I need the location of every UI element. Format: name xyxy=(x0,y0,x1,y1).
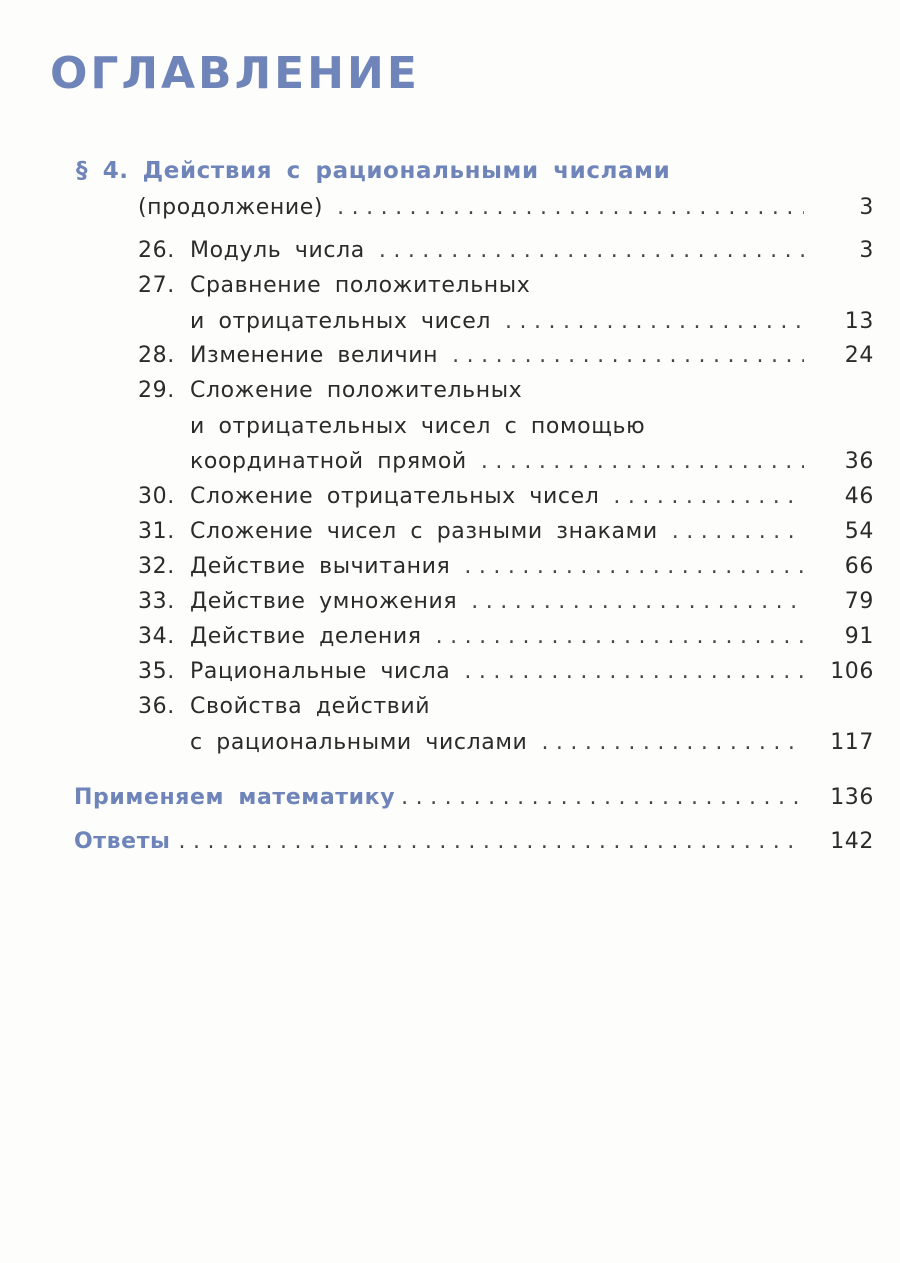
item-title-cont: с рациональными числами xyxy=(190,730,528,755)
page-number: 3 xyxy=(859,195,874,220)
page-number: 106 xyxy=(830,659,874,684)
item-number: 36. xyxy=(138,694,175,719)
toc-entry-answers[interactable] xyxy=(74,826,874,858)
dot-leader xyxy=(436,621,804,653)
dot-leader xyxy=(464,551,804,583)
section-heading xyxy=(76,155,876,187)
extra-title: Ответы xyxy=(74,829,171,854)
dot-leader xyxy=(613,481,804,513)
item-title: Действие умножения xyxy=(190,589,458,614)
page-number: 54 xyxy=(844,519,874,544)
page-number: 13 xyxy=(844,309,874,334)
item-number: 31. xyxy=(138,519,175,544)
toc-entry-apply-math[interactable] xyxy=(74,782,874,814)
item-number: 28. xyxy=(138,343,175,368)
item-title: Действие вычитания xyxy=(190,554,451,579)
item-title: Модуль числа xyxy=(190,238,365,263)
page-number: 3 xyxy=(859,238,874,263)
toc-entry-34[interactable] xyxy=(138,621,874,653)
item-title: Сложение чисел с разными знаками xyxy=(190,519,658,544)
item-title: Сложение положительных xyxy=(190,378,523,403)
toc-entry-28[interactable] xyxy=(138,340,874,372)
item-title: Рациональные числа xyxy=(190,659,451,684)
dot-leader xyxy=(505,306,804,338)
section-title: Действия с рациональными числами xyxy=(142,158,671,184)
dot-leader xyxy=(541,727,804,759)
dot-leader xyxy=(179,826,804,858)
toc-entry-27[interactable] xyxy=(138,270,874,302)
toc-entry-36[interactable] xyxy=(138,691,874,723)
item-number: 35. xyxy=(138,659,175,684)
item-title: Сравнение положительных xyxy=(190,273,531,298)
toc-entry-31[interactable] xyxy=(138,516,874,548)
dot-leader xyxy=(452,340,804,372)
toc-entry-section-continuation[interactable] xyxy=(138,192,874,224)
item-number: 33. xyxy=(138,589,175,614)
page-number: 36 xyxy=(844,449,874,474)
item-title: Сложение отрицательных чисел xyxy=(190,484,600,509)
page-number: 24 xyxy=(844,343,874,368)
item-title-cont: и отрицательных чисел xyxy=(190,309,492,334)
item-number: 30. xyxy=(138,484,175,509)
toc-entry-29-cont1[interactable] xyxy=(190,411,874,443)
page-number: 91 xyxy=(844,624,874,649)
toc-entry-26[interactable] xyxy=(138,235,874,267)
dot-leader xyxy=(464,656,804,688)
dot-leader xyxy=(471,586,804,618)
toc-entry-35[interactable] xyxy=(138,656,874,688)
page-number: 142 xyxy=(830,829,874,854)
toc-entry-29[interactable] xyxy=(138,375,874,407)
page-number: 136 xyxy=(830,785,874,810)
item-title: Действие деления xyxy=(190,624,422,649)
section-marker: § 4. xyxy=(76,158,129,184)
item-number: 34. xyxy=(138,624,175,649)
page-number: 79 xyxy=(844,589,874,614)
page-number: 46 xyxy=(844,484,874,509)
page-number: 66 xyxy=(844,554,874,579)
dot-leader xyxy=(401,782,804,814)
item-title: Изменение величин xyxy=(190,343,439,368)
toc-entry-33[interactable] xyxy=(138,586,874,618)
toc-entry-29-cont2[interactable] xyxy=(190,446,874,478)
extra-title: Применяем математику xyxy=(74,785,396,810)
dot-leader xyxy=(379,235,804,267)
item-title-cont: и отрицательных чисел с помощью xyxy=(190,414,646,439)
toc-entry-36-cont[interactable] xyxy=(190,727,874,759)
item-number: 32. xyxy=(138,554,175,579)
toc-entry-32[interactable] xyxy=(138,551,874,583)
dot-leader xyxy=(481,446,804,478)
section-continuation: (продолжение) xyxy=(138,195,324,220)
dot-leader xyxy=(337,192,804,224)
page-title: ОГЛАВЛЕНИЕ xyxy=(50,48,420,99)
item-title: Свойства действий xyxy=(190,694,431,719)
item-number: 29. xyxy=(138,378,175,403)
toc-entry-30[interactable] xyxy=(138,481,874,513)
item-number: 27. xyxy=(138,273,175,298)
toc-entry-27-cont[interactable] xyxy=(190,306,874,338)
dot-leader xyxy=(672,516,804,548)
item-number: 26. xyxy=(138,238,175,263)
page-number: 117 xyxy=(830,730,874,755)
item-title-cont: координатной прямой xyxy=(190,449,467,474)
